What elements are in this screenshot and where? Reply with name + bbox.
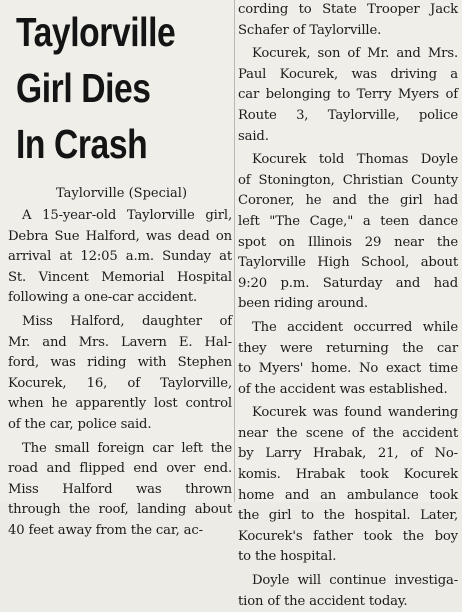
article-line: Kocurek told Thomas Doyle <box>252 152 458 168</box>
article-line: Kocurek was found wandering <box>252 405 458 421</box>
left-column <box>8 0 232 542</box>
article-line: when he apparently lost control <box>8 396 232 412</box>
article-line: Kocurek's father took the boy <box>238 528 458 544</box>
right-column <box>238 0 458 612</box>
article-line: cording to State Trooper Jack <box>238 2 458 17</box>
right-column-body <box>238 0 458 612</box>
article-line: 40 feet away from the car, ac- <box>8 522 203 538</box>
article-line: of the car, police said. <box>8 416 152 432</box>
headline <box>16 4 193 172</box>
article-line: said. <box>238 128 269 144</box>
article-paragraph <box>238 571 458 612</box>
article-line: A 15-year-old Taylorville girl, <box>22 208 232 223</box>
article-line: Taylorville High School, about <box>238 255 458 271</box>
dateline: Taylorville (Special) <box>56 186 188 201</box>
article-line: of the accident was established. <box>238 381 448 397</box>
article-line: Schafer of Taylorville. <box>238 22 382 38</box>
article-paragraph <box>238 318 458 400</box>
article-line: car belonging to Terry Myers of <box>238 87 458 103</box>
article-paragraph <box>238 403 458 568</box>
article-line: left "The Cage," a teen dance <box>238 213 458 229</box>
article-line: komis. Hrabak took Kocurek <box>238 467 458 483</box>
article-line: road and flipped end over end. <box>8 461 232 477</box>
article-paragraph <box>8 312 232 436</box>
column-rule <box>234 0 235 502</box>
article-line: Paul Kocurek, was driving a <box>238 66 458 82</box>
article-line: near the scene of the accident <box>238 425 458 441</box>
article-line: 9:20 p.m. Saturday and had <box>238 275 458 291</box>
article-line: been riding around. <box>238 296 368 312</box>
article-line: home and an ambulance took <box>238 487 458 503</box>
article-line: spot on Illinois 29 near the <box>238 234 458 250</box>
article-line: The accident occurred while <box>252 319 458 335</box>
headline-line: In Crash <box>16 121 148 167</box>
article-line: the girl to the hospital. Later, <box>238 508 458 524</box>
article-line: to the hospital. <box>238 549 337 565</box>
article-line: through the roof, landing about <box>8 502 232 518</box>
article-line: Kocurek, son of Mr. and Mrs. <box>252 46 458 62</box>
article-line: ford, was riding with Stephen <box>8 355 232 371</box>
article-line: they were returning the car <box>238 340 458 356</box>
article-line: Miss Halford, daughter of <box>22 313 232 329</box>
article-line: Miss Halford was thrown <box>8 481 232 497</box>
article-line: St. Vincent Memorial Hospital <box>8 269 232 285</box>
article-line: arrival at 12:05 a.m. Sunday at <box>8 249 232 265</box>
article-paragraph <box>238 150 458 315</box>
article-line: following a one-car accident. <box>8 290 198 306</box>
article-line: Doyle will continue investiga- <box>252 573 458 589</box>
article-line: The small foreign car left the <box>22 440 232 456</box>
article-paragraph <box>238 0 458 41</box>
article-paragraph <box>8 439 232 542</box>
article-line: of Stonington, Christian County <box>238 172 458 188</box>
left-column-body <box>8 206 232 542</box>
article-line: Coroner, he and the girl had <box>238 193 458 209</box>
article-line: Debra Sue Halford, was dead on <box>8 228 232 244</box>
article-line: Kocurek, 16, of Taylorville, <box>8 375 232 391</box>
article-line: by Larry Hrabak, 21, of No- <box>238 446 458 462</box>
headline-line: Taylorville <box>16 9 176 55</box>
article-line: tion of the accident today. <box>238 593 408 609</box>
article-line: Mr. and Mrs. Lavern E. Hal- <box>8 334 232 350</box>
article-line: to Myers' home. No exact time <box>238 361 458 377</box>
article-paragraph <box>8 206 232 309</box>
headline-line: Girl Dies <box>16 65 151 111</box>
article-line: Route 3, Taylorville, police <box>238 107 458 123</box>
article-paragraph <box>238 44 458 147</box>
